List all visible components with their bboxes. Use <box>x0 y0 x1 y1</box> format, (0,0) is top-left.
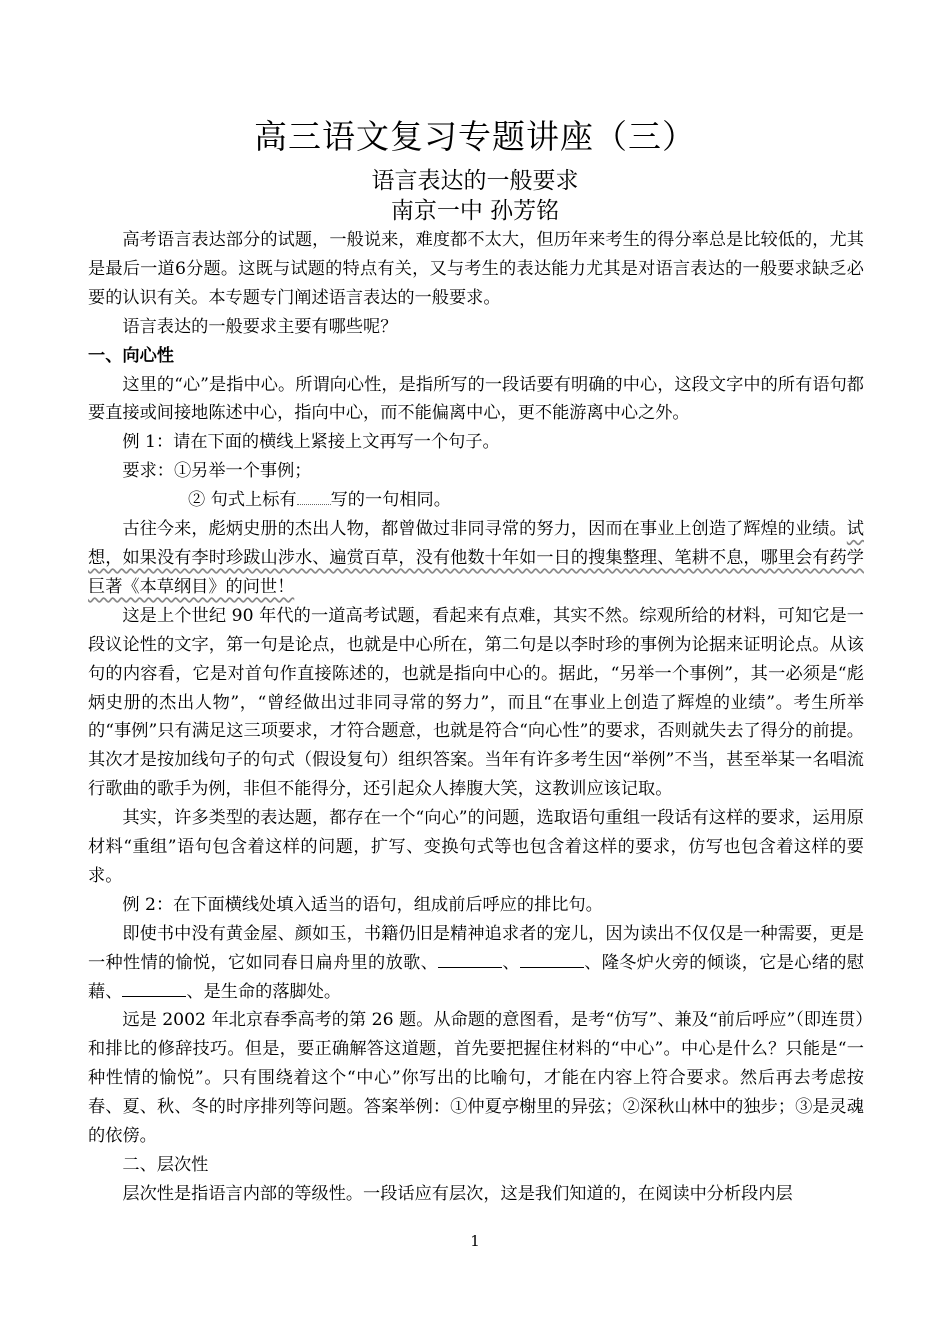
material-sentence-1: 古往今来，彪炳史册的杰出人物，都曾做过非同寻常的努力，因而在事业上创造了辉煌的业绩。 <box>122 519 847 540</box>
requirement-2-text-a: ② 句式上标有 <box>188 490 297 511</box>
fill-blank-3 <box>122 982 186 997</box>
document-title: 高三语文复习专题讲座（三） <box>254 117 696 156</box>
material-separator: 、 <box>502 952 520 973</box>
example-2-material <box>88 920 864 1007</box>
requirement-2-text-b: 写的一句相同。 <box>330 490 451 511</box>
fill-blank-2 <box>520 953 584 968</box>
intro-question: 语言表达的一般要求主要有哪些呢？ <box>122 316 398 337</box>
section-heading-2: 二、层次性 <box>122 1155 209 1175</box>
example-2-prompt: 例 2：在下面横线处填入适当的语句，组成前后呼应的排比句。 <box>122 894 603 915</box>
example-1-material <box>88 515 864 602</box>
example-1-requirement-1: 要求：①另举一个事例； <box>122 461 312 482</box>
example-1-analysis: 这是上个世纪 90 年代的一道高考试题，看起来有点难，其实不然。综观所给的材料，可知它是一段议论性的文字，第一句是论点，也就是中心所在，第二句是以李时珍的事例为论据来证明论点。从该句的内容看，它是对首句作直接陈述的，也就是指向中心的。据此，“另举一个事例”，其一必须是“彪炳史册的杰出人物”，“曾经做出过非同寻常的努力”，而且“在事业上创造了辉煌的业绩”。考生所举的“事例”只有满足这三项要求，才符合题意，也就是符合“向心性”的要求，否则就失去了得分的前提。其次才是按加线句子的句式（假设复句）组织答案。当年有许多考生因“举例”不当，甚至举某一名唱流行歌曲的歌手为例，非但不能得分，还引起众人捧腹大笑，这教训应该记取。 <box>88 605 864 800</box>
material-text-b: 、隆冬炉火旁的倾谈，它是心绪的慰藉、 <box>88 952 864 1002</box>
document-body <box>88 226 864 1209</box>
page-number: 1 <box>470 1232 480 1250</box>
example-1-prompt: 例 1：请在下面的横线上紧接上文再写一个句子。 <box>122 432 500 453</box>
material-text-a: 即使书中没有黄金屋、颜如玉，书籍仍旧是精神追求者的宠儿，因为读出不仅仅是一种需要，更是一种性情的愉悦，它如同春日扁舟里的放歌、 <box>88 923 864 973</box>
section-1-summary: 其实，许多类型的表达题，都存在一个“向心”的问题，选取语句重组一段话有这样的要求，运用原材料“重组”语句包含着这样的问题，扩写、变换句式等也包含着这样的要求，仿写也包含着这样的要求。 <box>88 808 864 886</box>
section-1-paragraph: 这里的“心”是指中心。所谓向心性，是指所写的一段话要有明确的中心，这段文字中的所有语句都要直接或间接地陈述中心，指向中心，而不能偏离中心，更不能游离中心之外。 <box>88 374 864 424</box>
document-subtitle: 语言表达的一般要求 <box>371 168 579 194</box>
material-sentence-2-underlined: 试想，如果没有李时珍跋山涉水、遍赏百草，没有他数十年如一日的搜集整理、笔耕不息，哪里会有药学巨著《本草纲目》的问世！ <box>88 519 864 597</box>
section-2-paragraph: 层次性是指语言内部的等级性。一段话应有层次，这是我们知道的，在阅读中分析段内层 <box>122 1183 793 1204</box>
wavy-mark-sample <box>297 492 331 505</box>
example-2-analysis: 远是 2002 年北京春季高考的第 26 题。从命题的意图看，是考“仿写”、兼及“前后呼应”（即连贯）和排比的修辞技巧。但是，要正确解答这道题，首先要把握住材料的“中心”。中心是什么？只能是“一种性情的愉悦”。只有围绕着这个“中心”你写出的比喻句，才能在内容上符合要求。然后再去考虑按春、夏、秋、冬的时序排列等问题。答案举例：①仲夏亭榭里的异弦；②深秋山林中的独步；③是灵魂的依傍。 <box>88 1010 864 1147</box>
example-1-requirement-2 <box>88 486 864 515</box>
material-text-c: 、是生命的落脚处。 <box>186 981 342 1002</box>
intro-paragraph: 高考语言表达部分的试题，一般说来，难度都不太大，但历年来考生的得分率总是比较低的，尤其是最后一道6分题。这既与试题的特点有关，又与考生的表达能力尤其是对语言表达的一般要求缺乏必要的认识有关。本专题专门阐述语言表达的一般要求。 <box>88 230 864 308</box>
fill-blank-1 <box>438 953 502 968</box>
section-heading-1: 一、向心性 <box>88 345 174 366</box>
author-line: 南京一中 孙芳铭 <box>390 198 560 224</box>
